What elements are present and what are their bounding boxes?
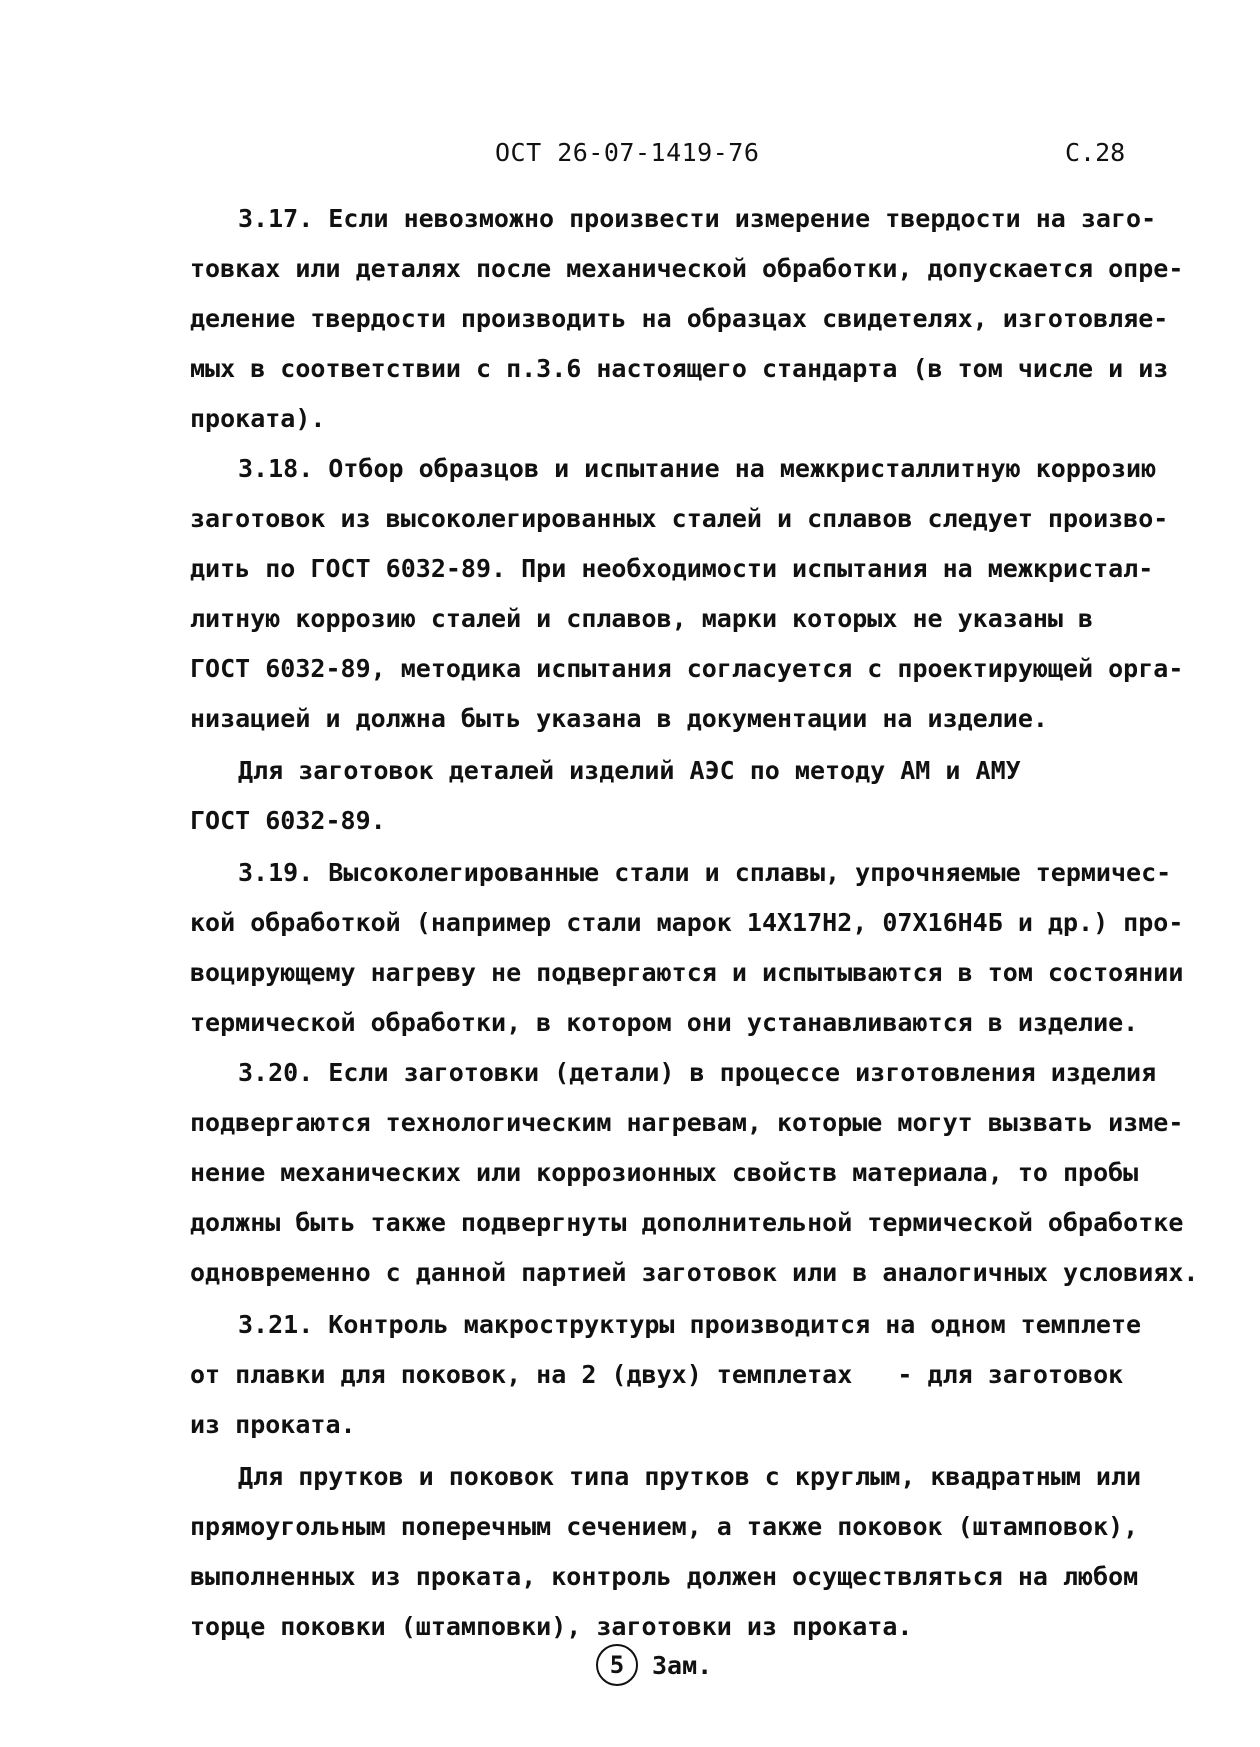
text-line: мых в соответствии с п.3.6 настоящего стандарта (в том числе и из bbox=[190, 354, 1169, 383]
text-line: кой обработкой (например стали марок 14Х17Н2, 07Х16Н4Б и др.) про- bbox=[190, 908, 1184, 937]
text-line: Для заготовок деталей изделий АЭС по методу АМ и АМУ bbox=[238, 756, 1021, 785]
text-line: заготовок из высоколегированных сталей и сплавов следует произво- bbox=[190, 504, 1169, 533]
text-line: ГОСТ 6032-89. bbox=[190, 806, 386, 835]
text-line: 3.18. Отбор образцов и испытание на межкристаллитную коррозию bbox=[238, 454, 1157, 483]
text-line: дить по ГОСТ 6032-89. При необходимости испытания на межкристал- bbox=[190, 554, 1154, 583]
text-line: одновременно с данной партией заготовок или в аналогичных условиях. bbox=[190, 1258, 1199, 1287]
text-line: проката). bbox=[190, 404, 326, 433]
text-line: 3.21. Контроль макроструктуры производится на одном темплете bbox=[238, 1310, 1142, 1339]
change-mark bbox=[596, 1644, 712, 1686]
text-line: подвергаются технологическим нагревам, которые могут вызвать изме- bbox=[190, 1108, 1184, 1137]
change-number-circle: 5 bbox=[596, 1644, 638, 1686]
text-line: товках или деталях после механической обработки, допускается опре- bbox=[190, 254, 1184, 283]
text-line: из проката. bbox=[190, 1410, 356, 1439]
page-number: С.28 bbox=[1065, 138, 1126, 167]
text-line: низацией и должна быть указана в документации на изделие. bbox=[190, 704, 1048, 733]
document-body bbox=[190, 194, 1225, 1652]
text-line: деление твердости производить на образцах свидетелях, изготовляе- bbox=[190, 304, 1169, 333]
text-line: ГОСТ 6032-89, методика испытания согласуется с проектирующей орга- bbox=[190, 654, 1184, 683]
text-line: воцирующему нагреву не подвергаются и испытываются в том состоянии bbox=[190, 958, 1184, 987]
change-label: Зам. bbox=[652, 1650, 713, 1680]
text-line: выполненных из проката, контроль должен осуществляться на любом bbox=[190, 1562, 1139, 1591]
text-line: литную коррозию сталей и сплавов, марки которых не указаны в bbox=[190, 604, 1094, 633]
text-line: от плавки для поковок, на 2 (двух) темплетах - для заготовок bbox=[190, 1360, 1124, 1389]
text-line: 3.20. Если заготовки (детали) в процессе изготовления изделия bbox=[238, 1058, 1157, 1087]
text-line: термической обработки, в котором они устанавливаются в изделие. bbox=[190, 1008, 1139, 1037]
text-line: Для прутков и поковок типа прутков с круглым, квадратным или bbox=[238, 1462, 1142, 1491]
text-line: нение механических или коррозионных свойств материала, то пробы bbox=[190, 1158, 1139, 1187]
document-code: ОСТ 26-07-1419-76 bbox=[495, 138, 760, 167]
text-line: торце поковки (штамповки), заготовки из проката. bbox=[190, 1612, 913, 1641]
text-line: прямоугольным поперечным сечением, а также поковок (штамповок), bbox=[190, 1512, 1139, 1541]
text-line: 3.19. Высоколегированные стали и сплавы, упрочняемые термичес- bbox=[238, 858, 1172, 887]
text-line: 3.17. Если невозможно произвести измерение твердости на заго- bbox=[238, 204, 1157, 233]
text-line: должны быть также подвергнуты дополнительной термической обработке bbox=[190, 1208, 1184, 1237]
